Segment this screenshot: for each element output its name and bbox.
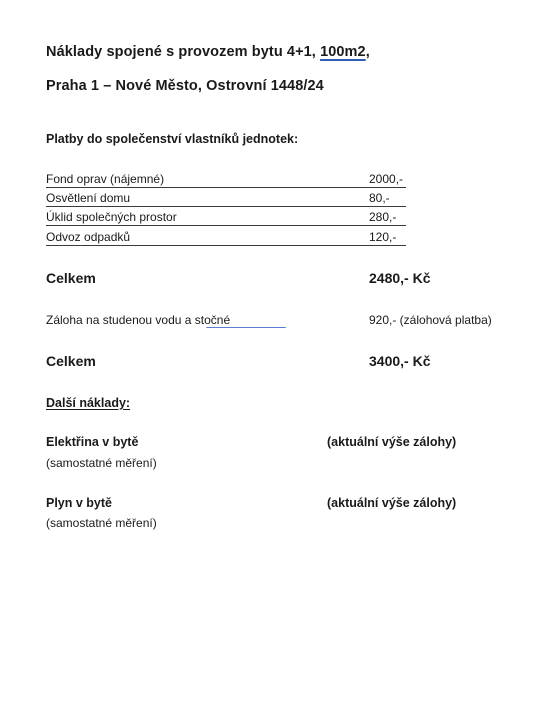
table-row	[46, 230, 406, 246]
gas-note: (samostatné měření)	[46, 516, 157, 530]
table-row	[46, 191, 406, 207]
row-label: Odvoz odpadků	[46, 230, 131, 244]
row-value: 280,-	[369, 210, 397, 224]
spellcheck-underline	[206, 325, 286, 328]
gas-value: (aktuální výše zálohy)	[327, 496, 457, 510]
gas-label: Plyn v bytě	[46, 496, 112, 510]
subtotal-value: 2480,- Kč	[369, 270, 431, 286]
water-deposit-label: Záloha na studenou vodu a stočné	[46, 313, 231, 327]
title-line-2: Praha 1 – Nové Město, Ostrovní 1448/24	[46, 78, 324, 94]
other-costs-heading: Další náklady:	[46, 396, 131, 410]
row-label: Osvětlení domu	[46, 191, 131, 205]
row-label: Fond oprav (nájemné)	[46, 172, 165, 186]
payments-heading: Platby do společenství vlastníků jednotek:	[46, 132, 299, 146]
total-label: Celkem	[46, 353, 96, 369]
title-prefix: Náklady spojené s provozem bytu 4+1,	[46, 44, 321, 60]
title-area: 100m2	[320, 44, 366, 60]
electricity-value: (aktuální výše zálohy)	[327, 435, 457, 449]
water-deposit-value: 920,- (zálohová platba)	[369, 313, 492, 327]
title-line-1	[46, 44, 370, 60]
table-row	[46, 172, 406, 188]
row-label: Úklid společných prostor	[46, 210, 177, 224]
title-suffix: ,	[365, 44, 370, 60]
row-value: 120,-	[369, 230, 397, 244]
table-row	[46, 210, 406, 226]
subtotal-label: Celkem	[46, 270, 96, 286]
row-value: 80,-	[369, 191, 390, 205]
row-value: 2000,-	[369, 172, 404, 186]
electricity-note: (samostatné měření)	[46, 456, 157, 470]
electricity-label: Elektřina v bytě	[46, 435, 139, 449]
total-value: 3400,- Kč	[369, 353, 431, 369]
